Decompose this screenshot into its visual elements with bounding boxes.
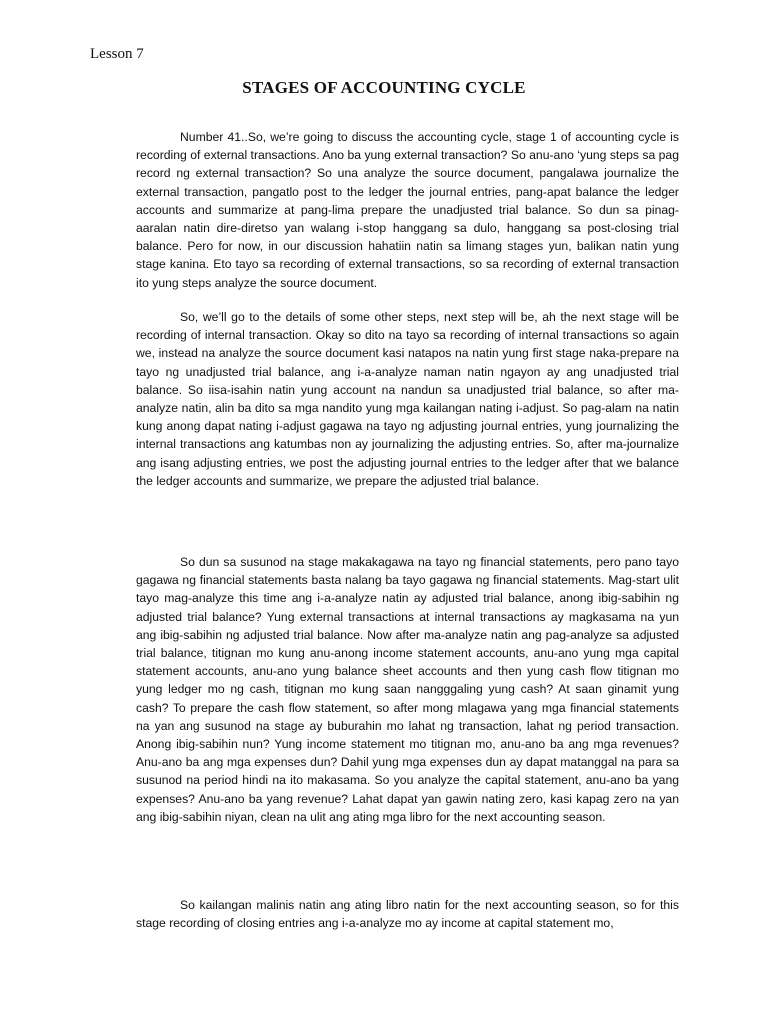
lesson-label: Lesson 7 — [90, 46, 144, 62]
paragraph-3: So dun sa susunod na stage makakagawa na tayo ng financial statements, pero pano tayo gagawa ng financial statements basta nalang ba tayo gagawa ng financial statements. Mag-start ulit tayo mag-analyze this time ang i-a-analyze natin ay adjusted trial balance, anong ibig-sabihin ng adjusted trial balance? Yung external transactions at internal transactions ay magkasama na yun ang ibig-sabihin ng adjusted trial balance. Now after ma-analyze natin ang pag-analyze sa adjusted trial balance, titignan mo kung anu-anong income statement accounts, anu-ano yung mga capital statement accounts, anu-ano yung balance sheet accounts and then yung cash flow titignan mo yung ledger mo ng cash, titignan mo kung saan nangggaling yung cash? At saan ginamit yung cash? To prepare the cash flow statement, so after mong mlagawa yang mga financial statements na yan ang susunod na stage ay buburahin mo lahat ng transaction, lahat ng period transaction. Anong ibig-sabihin nun? Yung income statement mo titignan mo, anu-ano ba ang mga revenues? Anu-ano ba ang mga expenses dun? Dahil yung mga expenses dun ay dapat matanggal na para sa susunod na period hindi na ito makasama. So you analyze the capital statement, anu-ano ba yang expenses? Anu-ano ba yang revenue? Lahat dapat yan gawin nating zero, kasi kapag zero na yan ang ibig-sabihin niyan, clean na ulit ang ating mga libro for the next accounting season. — [136, 555, 679, 824]
paragraph-4: So kailangan malinis natin ang ating libro natin for the next accounting season, so for this stage recording of closing entries ang i-a-analyze mo ay income at capital statement mo, — [136, 898, 679, 931]
paragraph-2: So, we’ll go to the details of some other steps, next step will be, ah the next stage will be recording of internal transaction. Okay so dito na tayo sa recording of internal transactions so again we, instead na analyze the source document kasi natapos na natin yung first stage naka-prepare na tayo ng unadjusted trial balance, ang i-a-analyze naman natin ngayon ay ang unadjusted trial balance. So iisa-isahin natin yung account na nandun sa unadjusted trial balance, so after ma-analyze natin, alin ba dito sa mga nandito yung mga kailangan nating i-adjust. So pag-alam na natin kung anong dapat nating i-adjust gagawa na tayo ng adjusting journal entries, yung journalizing the internal transactions ang katumbas non ay journalizing the adjusting entries. So, after ma-journalize ang isang adjusting entries, we post the adjusting journal entries to the ledger after that we balance the ledger accounts and summarize, we prepare the adjusted trial balance. — [136, 310, 679, 488]
document-title: STAGES OF ACCOUNTING CYCLE — [242, 78, 526, 97]
paragraph-1: Number 41..So, we’re going to discuss the accounting cycle, stage 1 of accounting cycle is recording of external transactions. Ano ba yung external transaction? So anu-ano ‘yung steps sa pag record ng external transaction? So una analyze the source document, pangalawa journalize the external transaction, pangatlo post to the ledger the journal entries, pang-apat balance the ledger accounts and summarize at pang-lima prepare the unadjusted trial balance. So dun sa pinag-aaralan natin dire-diretso yan walang i-stop hanggang sa dulo, hanggang sa post-closing trial balance. Pero for now, in our discussion hahatiin natin sa limang stages yun, balikan natin yung stage kanina. Eto tayo sa recording of external transactions, so sa recording of external transaction ito yung steps analyze the source document. — [136, 130, 679, 290]
